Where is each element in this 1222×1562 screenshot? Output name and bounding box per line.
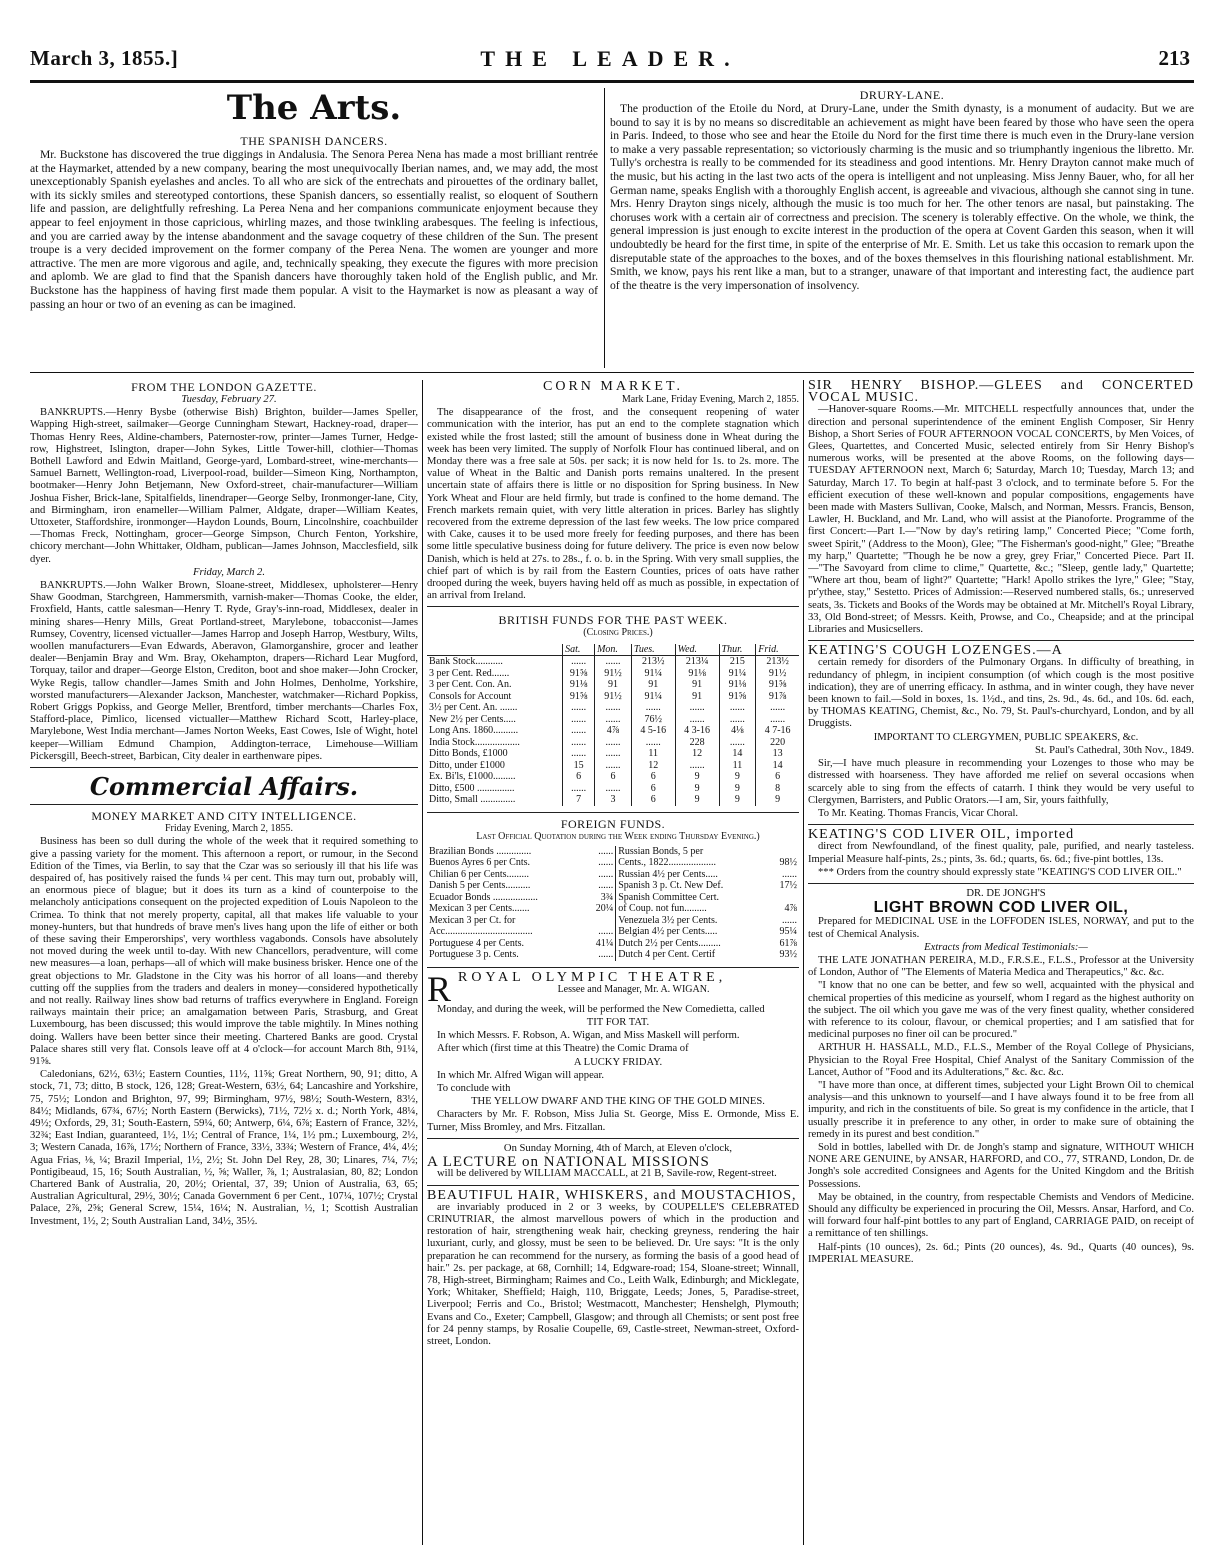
railway-prices: Caledonians, 62½, 63½; Eastern Counties, 11½, 11⅝; Great Northern, 90, 91; ditto, A stock, 71, 73; ditto, B stock, 126, 128; Great-Western, 63½, 64; Lancashire and Yorkshire, 75, 75½; London and Brighton, 97, 99; Birmingham, 97½, 98½; South-Western, 83½, 84½; Midlands, 67¾, 67½; North Eastern (Berwicks), 71½, 72½ x. d.; North York, 48¼, 49½; Oxfords, 29, 31; South-Eastern, 59¼, 60; Antwerp, 6¼, 6⅞; Eastern of France, 32½, 32¾; East Indian, guaranteed, 1½, 1½; Central of France, 1¼, 1½ pm.; Luxembourg, 2½, 3; Western Canada, 16⅞, 17½; Northern of France, 33½, 33¾; Western of France, 4¼, 4½; Agua Frias, ⅛, ¼; Brazil Imperial, 1½, 2½; St. John Del Rey, 28, 30; Linares, 7¼, 7½; Pontigibeaud, 15, 16; South Australian, ½, ⅝; Waller, ⅞, 1; Australasian, 80, 82; London Chartered Bank of Australia, 20, 20½; Oriental, 37, 39; Union of Australia, 63, 65; Australian Agricultural, 29½, 30½; Canada Government 6 per Cent., 107¼, 107½; Crystal Palace, 2⅞, 2⅝; General Screw, 15¼, 16¼; N. Australian, ½, 1; Scottish Australian Investment, 1½, 2; South Australian Land, 34½, 35½. (30, 1069, 418, 1227)
fund-price-cell: 13 (756, 748, 799, 760)
olympic-play-2: A LUCKY FRIDAY. (573, 1056, 663, 1068)
dejongh-ad (808, 888, 1194, 1266)
issue-date: March 3, 1855.] (30, 46, 179, 70)
fund-price-cell: ...... (563, 748, 595, 760)
foreign-fund-name-cell: Belgian 4½ per Cents..... (618, 926, 718, 938)
fund-price-cell: 4 3-16 (675, 725, 719, 737)
fund-name-cell: Ditto, £500 ............... (429, 782, 515, 794)
fund-price-cell: 9 (719, 771, 756, 783)
foreign-fund-price-cell: ...... (585, 880, 616, 892)
column-rule-1 (422, 380, 423, 1545)
olympic-title-text: ROYAL OLYMPIC THEATRE, (458, 969, 727, 985)
fund-price-cell: 220 (756, 737, 799, 749)
dejongh-intro: Prepared for MEDICINAL USE in the LOFFODEN ISLES, NORWAY, and put to the test of Chemical Analysis. (808, 916, 1194, 940)
commercial-heading: Commercial Affairs. (89, 772, 359, 802)
fund-price-cell: 9 (675, 794, 719, 806)
foreign-fund-name-cell: Ecuador Bonds .................. (429, 891, 538, 903)
foreign-fund-price-cell: 20¼ (585, 903, 616, 915)
fund-price-cell: ...... (719, 702, 756, 714)
olympic-divider (427, 1138, 799, 1139)
british-funds-row (427, 679, 799, 691)
fund-price-cell: 213¼ (675, 656, 719, 668)
arts-column-rule (604, 88, 605, 368)
foreign-fund-name-cell: Chilian 6 per Cents......... (429, 868, 529, 880)
fund-price-cell: 4 7-16 (756, 725, 799, 737)
col-header-wed: Wed. (675, 644, 719, 656)
fund-name-cell: 3 per Cent. Con. An. (429, 679, 512, 691)
foreign-fund-price-cell: ...... (585, 869, 616, 881)
foreign-fund-price-cell (769, 846, 799, 858)
foreign-fund-price-cell: 95¼ (779, 926, 797, 938)
fund-name-cell: India Stock.................. (429, 736, 520, 748)
corn-divider (427, 606, 799, 607)
british-funds-row (427, 714, 799, 726)
fund-price-cell: 91½ (595, 668, 632, 680)
foreign-fund-name-cell: Portuguese 4 per Cents. (429, 937, 524, 949)
fund-price-cell: ...... (675, 760, 719, 772)
fund-price-cell: 91 (595, 679, 632, 691)
fund-price-cell: 4⅞ (595, 725, 632, 737)
col-header-tues: Tues. (631, 644, 675, 656)
fund-price-cell: ...... (756, 714, 799, 726)
foreign-fund-price-cell: ...... (585, 846, 616, 858)
page-number: 213 (1158, 46, 1190, 70)
fund-price-cell: 15 (563, 760, 595, 772)
british-funds-header-row (427, 644, 799, 656)
fund-price-cell: ...... (595, 702, 632, 714)
british-funds-row (427, 656, 799, 668)
foreign-fund-name-cell: Danish 5 per Cents.......... (429, 880, 531, 892)
hair-body: are invariably produced in 2 or 3 weeks, by COUPELLE'S CELEBRATED CRINUTRIAR, the almost marvellous powers of which in the production and restoration of hair, strengthening weak hair, checking greyness, rendering the hair luxuriant, curly, and glossy, must be seen to be believed. Dr. Ure says: "It is the only preparation he can recommend for the nursery, as forming the basis of a good head of hair." 2s. per package, at 68, Cornhill; 14, Edgware-road; 154, Sloane-street; Winnall, 78, High-street, Birmingham; Raimes and Co., Leith Walk, Edinburgh; and Micklegate, York; Whitaker, Sheffield; Haigh, 110, Briggate, Leeds; Jones, 5, Paradise-street, Liverpool; Ferris and Co., Bristol; Westmacott, Manchester; Henshelgh, Plymouth; Evans and Co., Exeter; Campbell, Glasgow; and through all Chemists; or sent post free for 24 penny stamps, by Rosalie Coupelle, 69, Castle-street, Newman-street, Oxford-street, London. (427, 1201, 799, 1347)
fund-price-cell: 91⅛ (719, 679, 756, 691)
fund-price-cell: ...... (719, 737, 756, 749)
gazette-column (30, 380, 418, 1545)
fund-price-cell: ...... (595, 714, 632, 726)
fund-name-cell: Ditto, Small .............. (429, 794, 516, 806)
header-rule (30, 80, 1194, 83)
olympic-line-6: Characters by Mr. F. Robson, Miss Julia St. George, Miss E. Ormonde, Miss E. Turner, Miss Bromley, and Mrs. Fitzallan. (427, 1109, 799, 1133)
fund-name-cell: 3 per Cent. Red....... (429, 667, 510, 679)
fund-price-cell: ...... (595, 760, 632, 772)
foreign-funds-row (427, 915, 799, 927)
foreign-fund-name-cell: Russian Bonds, 5 per (618, 845, 704, 857)
fund-price-cell: 91½ (595, 691, 632, 703)
gazette-bankrupts-1: BANKRUPTS.—Henry Bysbe (otherwise Bish) Brighton, builder—James Speller, Wapping High-street, sailmaker—George Cunningham Stewart, Hackney-road, draper—Thomas Henry Rees, Aldine-chambers, Paternoster-row, printer—James Turner, Hedge-row, Highstreet, Islington, draper—John Sykes, Little Tower-hill, clothier—Thomas Bothell Lawford and Edwin Maitland, George-yard, Lombard-street, wine-merchants—Samuel Barnett, Wellington-road, Liverpool-road, builder—Simeon King, Northampton, bootmaker—Henry John Betjemann, New Oxford-street, chair-manufacturer—William Joshua Fisher, Brick-lane, Spitalfields, linendraper—George Selby, Ironmonger-lane, City, and Birmingham, iron enameller—William Palmer, Aldgate, draper—William Keates, Uttoxeter, Staffordshire, ironmonger—Haydon Lounds, Bourn, Lincolnshire, coachbuilder—Thomas Freck, Nottingham, grocer—George Simpson, Church Fenton, Yorkshire, chicory merchant—John Whittaker, Oldham, publican—James Johnson, Macclesfield, silk dyer. (30, 407, 418, 565)
fund-price-cell: ...... (595, 737, 632, 749)
foreign-fund-name-cell: of Coup. not fun......... (618, 903, 707, 915)
fund-name-cell: Consols for Account (429, 690, 512, 702)
fund-price-cell: 11 (631, 748, 675, 760)
fund-price-cell: 91¼ (719, 668, 756, 680)
british-funds-row (427, 771, 799, 783)
dejongh-extracts: Extracts from Medical Testimonials:— (924, 941, 1088, 953)
money-market-body: Business has been so dull during the whole of the week that it required something to give a passing variety for the moment. This afternoon a report, or rumour, in the Second Edition of the Times, via Berlin, to say that the Czar was so seriously ill that his life was despaired of, has positively raised the funds ¼ per cent. This may turn out, probably will, an enormous piece of blague; but it does its turn as a kind of counterpoise to the melancholy anticipations consequent on the projected expedition of Louis Napoleon to the Crimea. To think that not merely property, capital, all that makes life valuable to your money-hunters, but that hundreds of brave men's lives hang upon the life of either or both of these saving their Emperorships', very worthless vagabonds. Consols have absolutely not moved during the week until to-day. With new Chancellors, peradventure, will come new measures—a loan, perhaps—all of which will make business brisker. Hence one of the great objections to Mr. Gladstone in the City was his horror of all loans—and thereby cutting off the supplies from the traders and dealers in money—considered hypothetically and not really. Railway lines show bad returns of traffics everywhere in England. Foreign railways maintain their price; an amalgamation between Paris, Strasburg, and Great Luxembourg, has been discussed; this would improve the table mightily. In Mines nothing doing. Wallers have been better since their meeting. Chartered Banks are good. Crystal Palace shares still very flat. Consols leave off at 4 o'clock—for account March 8th, 91¼, 91⅝. (30, 836, 418, 1067)
british-funds-row (427, 760, 799, 772)
funds-divider (427, 812, 799, 813)
lecture-divider (427, 1185, 799, 1186)
fund-price-cell: ...... (719, 714, 756, 726)
fund-price-cell: ...... (675, 714, 719, 726)
foreign-fund-price-cell: ...... (585, 926, 616, 938)
lecture-line-2: will be delivered by WILLIAM MACCALL, at 21 B, Savile-row, Regent-street. (437, 1168, 777, 1180)
masthead-title: THE LEADER. (480, 46, 740, 71)
foreign-fund-name-cell: Spanish Committee Cert. (618, 891, 720, 903)
fund-price-cell: 91⅝ (719, 691, 756, 703)
fund-price-cell: ...... (563, 656, 595, 668)
foreign-fund-price-cell: 41¼ (585, 938, 616, 950)
foreign-fund-name-cell: Russian 4½ per Cents..... (618, 868, 718, 880)
fund-price-cell: ...... (595, 656, 632, 668)
olympic-line-4: In which Mr. Alfred Wigan will appear. (437, 1069, 605, 1081)
bishop-ad (808, 380, 1194, 636)
fund-price-cell: ...... (563, 737, 595, 749)
fund-price-cell: 9 (719, 783, 756, 795)
middle-column (427, 380, 799, 1545)
fund-price-cell: 91½ (756, 668, 799, 680)
dejongh-quote-1: "I know that no one can be better, and few so well, acquainted with the physical and chemical properties of this medicine as yourself, whom I regard as the highest authority on the subject. The oil which you gave me was of the very finest quality, whether considered with reference to its colour, flavour, or chemical properties; and I am satisfied that for medicinal purposes no finer oil can be procured." (808, 980, 1194, 1041)
hair-title: BEAUTIFUL HAIR, WHISKERS, and MOUSTACHIOS, (427, 1187, 797, 1203)
foreign-fund-name-cell: Mexican 3 per Cents....... (429, 903, 530, 915)
foreign-fund-price-cell: ...... (782, 914, 797, 926)
fund-price-cell: 9 (756, 794, 799, 806)
fund-price-cell: ...... (595, 748, 632, 760)
gazette-date-1: Tuesday, February 27. (181, 394, 277, 405)
olympic-play-3: THE YELLOW DWARF AND THE KING OF THE GOLD MINES. (471, 1096, 765, 1108)
fund-price-cell: 9 (675, 783, 719, 795)
fund-price-cell: 4 5-16 (631, 725, 675, 737)
hair-ad (427, 1187, 799, 1349)
british-funds-row (427, 794, 799, 806)
col-header-frid: Frid. (756, 644, 799, 656)
foreign-funds-table (427, 846, 799, 961)
foreign-fund-price-cell: ...... (585, 857, 616, 869)
british-funds-row (427, 691, 799, 703)
gazette-date-2: Friday, March 2. (193, 566, 265, 578)
foreign-fund-name-cell: Cents., 1822................... (618, 857, 716, 869)
foreign-fund-name-cell: Dutch 2½ per Cents......... (618, 937, 721, 949)
fund-name-cell: Ex. Bi'ls, £1000......... (429, 771, 516, 783)
foreign-divider (427, 967, 799, 968)
col-header-thur: Thur. (719, 644, 756, 656)
arts-drury-column (610, 88, 1194, 368)
fund-price-cell: ...... (631, 702, 675, 714)
fund-price-cell: 12 (631, 760, 675, 772)
codliver-body: direct from Newfoundland, of the finest quality, pale, purified, and nearly tasteless. Imperial Measure half-pints, 2s.; pints, 3s. 6d.; quarts, 6s. 6d.; five-pint bottles, 13s. (808, 841, 1194, 865)
foreign-fund-name-cell: Brazilian Bonds .............. (429, 845, 532, 857)
fund-name-cell: 3½ per Cent. An. ....... (429, 702, 518, 714)
foreign-funds-row (427, 880, 799, 892)
keating-date: St. Paul's Cathedral, 30th Nov., 1849. (1035, 744, 1194, 756)
fund-price-cell: 6 (756, 771, 799, 783)
page-header (30, 44, 1190, 76)
dejongh-pereira: THE LATE JONATHAN PEREIRA, M.D., F.R.S.E., F.L.S., Professor at the University of London, Author of "The Elements of Materia Medica and Therapeutics," &c. &c. (808, 954, 1194, 979)
gazette-divider (30, 767, 418, 768)
gazette-bankrupts-2: BANKRUPTS.—John Walker Brown, Sloane-street, Middlesex, upholsterer—Henry Shaw Goodman, Starchgreen, Hammersmith, varnish-maker—Thomas Cooke, the elder, Froxfield, Hants, cattle salesman—Henry T. Ryde, Gray's-inn-road, Middlesex, dealer in mining shares—Henry Mills, Great Portland-street, Marylebone, tobacconist—James Rumsey, Coventry, licensed victualler—James Harrop and Joseph Harrop, Westbury, Wilts, woollen manufacturers—Evan Edwards, Aberavon, Glamorganshire, grocer and leather dealer—Benjamin Bray and Wm. Bray, Okehampton, drapers—Richard Lear Mugford, Torquay, tailor and draper—George Elston, Crediton, boot and shoe maker—John Crocker, Wyke Regis, tallow chandler—James Smith and John Holmes, Denholme, Yorkshire, worsted manufacturers—Alexander Jackson, Manchester, watchmaker—Richard Popkiss, Robert Griggs Popkiss, and George Meller, Brentford, timber merchants—Charles Fox, Stafford-place, Pimlico, licensed victualler—Matthew Richard Scott, Harley-place, Marylebone, West India merchant—James Norton Weeks, East Cowes, Isle of Wight, hotel keeper—William Edmund Champion, Addington-terrace, Limehouse—William Pickersgill, Beech-street, Barbican, City dealer in earthenware pipes. (30, 580, 418, 762)
col-header-mon: Mon. (595, 644, 632, 656)
section-rule (30, 372, 1194, 373)
foreign-fund-name-cell: Buenos Ayres 6 per Cnts. (429, 857, 531, 869)
lecture-line-1: On Sunday Morning, 4th of March, at Eleven o'clock, (503, 1142, 733, 1154)
foreign-fund-price-cell: 3¾ (585, 892, 616, 904)
keating-title: KEATING'S COUGH LOZENGES.—A (808, 643, 1063, 659)
fund-price-cell: 14 (719, 748, 756, 760)
dejongh-pre: DR. DE JONGH'S (966, 887, 1046, 899)
fund-price-cell: 91⅝ (563, 691, 595, 703)
foreign-funds-row (427, 857, 799, 869)
fund-price-cell: 91¼ (631, 691, 675, 703)
fund-price-cell: 91¼ (631, 668, 675, 680)
olympic-line-1: Monday, and during the week, will be performed the New Comedietta, called (437, 1003, 765, 1015)
fund-price-cell: 6 (631, 771, 675, 783)
olympic-line-5: To conclude with (437, 1083, 511, 1095)
dejongh-quote-2: "I have more than once, at different times, subjected your Light Brown Oil to chemical analysis—and this unknown to yourself—and I have always found it to be free from all impurity, and rich in the constituents of bile. So great is my confidence in the article, that I usually prescribe it in preference to any other, in order to make sure of obtaining the remedy in its purest and best condition." (808, 1079, 1194, 1140)
foreign-fund-name-cell: Mexican 3 per Ct. for (429, 914, 516, 926)
keating-sign: To Mr. Keating. Thomas Francis, Vicar Choral. (818, 807, 1019, 819)
bishop-title: SIR HENRY BISHOP.—GLEES and CONCERTED VOCAL MUSIC. (808, 380, 1194, 406)
fund-price-cell: 215 (719, 656, 756, 668)
fund-price-cell: 76½ (631, 714, 675, 726)
foreign-fund-name-cell: Dutch 4 per Cent. Certif (618, 949, 716, 961)
dejongh-title: LIGHT BROWN COD LIVER OIL, (873, 899, 1129, 917)
fund-price-cell: 91 (675, 679, 719, 691)
foreign-fund-name-cell: Portuguese 3 p. Cents. (429, 949, 519, 961)
keating-ad (808, 645, 1194, 820)
british-funds-subtitle: (Closing Prices.) (583, 627, 653, 639)
dejongh-prices: Half-pints (10 ounces), 2s. 6d.; Pints (20 ounces), 4s. 9d., Quarts (40 ounces), 9s. IMPERIAL MEASURE. (808, 1241, 1194, 1265)
foreign-funds-row (427, 903, 799, 915)
fund-name-cell: Ditto Bonds, £1000 (429, 748, 508, 760)
keating-divider (808, 824, 1194, 825)
lecture-ad (427, 1143, 799, 1181)
british-funds-row (427, 748, 799, 760)
foreign-funds-row (427, 926, 799, 938)
fund-price-cell: 6 (563, 771, 595, 783)
fund-price-cell: 91⅛ (563, 679, 595, 691)
money-market-date: Friday Evening, March 2, 1855. (164, 823, 294, 835)
money-market-title: MONEY MARKET AND CITY INTELLIGENCE. (91, 809, 357, 824)
codliver-note: *** Orders from the country should expressly state "KEATING'S COD LIVER OIL." (818, 866, 1182, 878)
column-rule-2 (803, 380, 804, 1545)
foreign-funds-row (427, 869, 799, 881)
arts-spanish-column (30, 88, 598, 368)
foreign-fund-name-cell: Acc................................... (429, 926, 533, 938)
fund-price-cell: ...... (631, 737, 675, 749)
foreign-fund-price-cell: ...... (585, 949, 616, 961)
fund-price-cell: 213½ (631, 656, 675, 668)
lecture-title: A LECTURE on NATIONAL MISSIONS (427, 1154, 710, 1171)
codliver-divider (808, 883, 1194, 884)
foreign-funds-subtitle: Last Official Quotation during the Week ending Thursday Evening.) (476, 830, 760, 842)
fund-price-cell: ...... (563, 702, 595, 714)
keating-sub: IMPORTANT TO CLERGYMEN, PUBLIC SPEAKERS, &c. (873, 731, 1139, 743)
british-funds-row (427, 737, 799, 749)
olympic-dropcap: R (427, 968, 456, 1009)
keating-letter: Sir,—I have much pleasure in recommending your Lozenges to those who may be distressed with hoarseness. They have afforded me relief on several occasions when scarcely able to sing from the effects of catarrh. I think they would be very useful to Clergymen, Barristers, and Public Orators.—I am, Sir, yours faithfully, (808, 758, 1194, 806)
gazette-title: FROM THE LONDON GAZETTE. (131, 380, 317, 394)
foreign-fund-name-cell: Venezuela 3½ per Cents. (618, 914, 718, 926)
olympic-lessee: Lessee and Manager, Mr. A. WIGAN. (557, 984, 710, 996)
olympic-line-3: After which (first time at this Theatre) the Comic Drama of (437, 1043, 689, 1055)
fund-name-cell: Ditto, under £1000 (429, 759, 505, 771)
fund-price-cell: 14 (756, 760, 799, 772)
fund-price-cell: 91⅝ (563, 668, 595, 680)
fund-name-cell: Bank Stock........... (429, 656, 503, 668)
british-funds-row (427, 783, 799, 795)
keating-body: certain remedy for disorders of the Pulmonary Organs. In difficulty of breathing, in redundancy of phlegm, in incipient consumption (of which cough is the most positive indication), they are of unerring efficacy. In asthma, and in winter cough, they have never been known to fail.—Sold in boxes, 1s. 1½d., and tins, 2s. 9d., 4s. 6d., and 10s. 6d. each, by THOMAS KEATING, Chemist, &c., No. 79, St. Paul's-churchyard, London, and by all Druggists. (808, 657, 1194, 730)
british-funds-row (427, 702, 799, 714)
foreign-funds-row (427, 846, 799, 858)
fund-price-cell: 3 (595, 794, 632, 806)
olympic-ad (427, 968, 799, 1134)
fund-price-cell: ...... (563, 783, 595, 795)
right-column (808, 380, 1194, 1545)
fund-price-cell: 91 (631, 679, 675, 691)
fund-price-cell: 9 (675, 771, 719, 783)
spanish-dancers-title: THE SPANISH DANCERS. (240, 134, 388, 148)
foreign-fund-price-cell: 17½ (779, 880, 797, 892)
fund-price-cell: 213½ (756, 656, 799, 668)
dejongh-hassall: ARTHUR H. HASSALL, M.D., F.L.S., Member of the Royal College of Physicians, Physician to the Royal Free Hospital, Chief Analyst of the Sanitary Commission of the Lancet, Author of "Food and its Adulterations," &c. &c. &c. (808, 1042, 1194, 1078)
fund-price-cell: 91⅝ (756, 679, 799, 691)
foreign-funds-row (427, 938, 799, 950)
british-funds-table (427, 644, 799, 806)
foreign-fund-name-cell: Spanish 3 p. Ct. New Def. (618, 880, 724, 892)
corn-market-date: Mark Lane, Friday Evening, March 2, 1855. (621, 394, 799, 405)
foreign-fund-price-cell (585, 915, 616, 927)
corn-market-title: CORN MARKET. (543, 380, 683, 394)
drury-lane-body: The production of the Etoile du Nord, at Drury-Lane, under the Smith dynasty, is a monument of audacity. But we are bound to say it is by no means so discreditable an achievement as might have been feared by those who have seen the opera in Paris. Indeed, to those who see and hear the Etoile du Nord for the first time there is much even in the Drury-lane version to make a very passable representation; so victoriously charming is the music and so triumphantly ingenious the libretto. Mr. Tully's orchestra is really to be commended for its steadiness and good intentions. Mr. Henry Drayton cannot make much of the music, but his acting in the last two acts of the opera is intelligent and not unpleasing. Miss Jenny Bauer, who, for all her German name, speaks English with a thoroughly English accent, is agreeable and vivacious, although she cannot sing in tune. Mrs. Henry Drayton sings nicely, although the music is too much for her. The other tenors are nasal, but painstaking. The choruses work with a certain air of correctness and precision. The scenery is tolerably effective. On the whole, we think, the general impression is just enough to excite interest in the production of the opera at Covent Garden this season, when it will undoubtedly be heard for the first time, in spite of the enterprise of Mr. E. Smith. Let us take this occasion to remark upon the disreputable state of the approaches to the boxes, and of the boxes themselves in this flourishing national establishment. Mr. Smith, we know, pays his rent like a man, but to a stranger, unaware of that important and interesting fact, the audience part of the theatre is the very impersonation of insolvency. (610, 102, 1194, 292)
bishop-divider (808, 640, 1194, 641)
fund-name-cell: Long Ans. 1860.......... (429, 725, 519, 737)
foreign-funds-row (427, 949, 799, 961)
fund-price-cell: ...... (756, 702, 799, 714)
foreign-funds-row (427, 892, 799, 904)
british-funds-row (427, 725, 799, 737)
fund-price-cell: 9 (719, 794, 756, 806)
fund-price-cell: 91 (675, 691, 719, 703)
codliver-ad (808, 829, 1194, 879)
col-header-sat: Sat. (563, 644, 595, 656)
fund-name-cell: New 2½ per Cents..... (429, 713, 516, 725)
fund-price-cell: 228 (675, 737, 719, 749)
foreign-fund-price-cell: 98½ (779, 857, 797, 869)
fund-price-cell: 91⅞ (756, 691, 799, 703)
corn-market-body: The disappearance of the frost, and the consequent reopening of water communication with the interior, has put an end to the complete stagnation which existed while the frost lasted; still the amount of business done in Wheat during the week has been very limited. The supply of Norfolk Flour has continued liberal, and on Monday there was a free sale at 50s. per sack; it is now held for 1s. to 2s. more. The value of Wheat in the Baltic and Danish ports remains unaltered. In the present uncertain state of affairs there is little or no disposition for Spring business. In New York Wheat and Flour are held firmly, but trade is confined to the home demand. The French markets remain quiet, with very little alteration in prices. Barley has slightly recovered from the extreme depression of the last few weeks. The low price compared with Cake, causes it to be used more freely for feeding purposes, and there has been some little speculative business doing for future delivery. The price is even now below Danish, which is held at 27s. to 28s., f. o. b. in the Spring. With very small supplies, the chief part of which is by rail from the Eastern Counties, prices of oats have rather drooped during the week, buyers having held off as much as possible, in expectation of an arrival from Ireland. (427, 407, 799, 602)
fund-price-cell: 6 (595, 771, 632, 783)
drury-lane-title: DRURY-LANE. (859, 88, 945, 102)
fund-price-cell: ...... (563, 725, 595, 737)
fund-price-cell: ...... (563, 714, 595, 726)
fund-price-cell: 8 (756, 783, 799, 795)
foreign-fund-price-cell: 4⅞ (784, 903, 797, 915)
commercial-divider (30, 804, 418, 805)
foreign-fund-price-cell: ...... (782, 868, 797, 880)
foreign-funds-body (427, 846, 799, 961)
british-funds-title: BRITISH FUNDS FOR THE PAST WEEK. (498, 613, 728, 628)
fund-price-cell: 6 (631, 794, 675, 806)
olympic-line-2: In which Messrs. F. Robson, A. Wigan, and Miss Maskell will perform. (437, 1030, 740, 1042)
foreign-fund-price-cell (769, 892, 799, 904)
fund-price-cell: 12 (675, 748, 719, 760)
spanish-dancers-body: Mr. Buckstone has discovered the true diggings in Andalusia. The Senora Perea Nena has made a most brilliant rentrée at the Haymarket, attended by a new company, bearing the most unequivocally Iberian names, and, we may add, the most unexceptionably Spanish eyelashes and ancles. To all who are sick of the entrechats and pirouettes of the ordinary ballet, with its sickly smiles and stereotyped contortions, these Spanish dancers, so essentially realist, so eloquent of Southern life and passion, are delightfully refreshing. La Perea Nena and her companions communicate enjoyment because they appear to feel enjoyment in those capricious, whirling mazes, and those twinkling arabesques. The feeling is infectious, and you are carried away by the intense abandonment and the savage coquetry of these children of the Sun. The present troupe is a very decided improvement on the former company of the Perea Nena. The women are younger and more attractive. The men are more vigorous and agile, and, technically speaking, they execute the figures with more precision and aplomb. We are glad to find that the Spanish dancers have thoroughly taken hold of the English public, and Mr. Buckstone has the happiness of having first made them popular. A visit to the Haymarket is now as pleasant a way of passing an hour or two of an evening as can be imagined. (30, 148, 598, 311)
arts-heading: The Arts. (226, 88, 402, 128)
fund-price-cell: 91⅛ (675, 668, 719, 680)
british-funds-row (427, 668, 799, 680)
olympic-play-1: TIT FOR TAT. (586, 1017, 650, 1029)
bishop-body: —Hanover-square Rooms.—Mr. MITCHELL respectfully announces that, under the direction and personal superintendence of the eminent English Composer, Sir Henry Bishop, a Short Series of FOUR AFTERNOON VOCAL CONCERTS, by Men Voices, of Glees, Quartettes, and Concerted Music, selected entirely from Sir Henry Bishop's numerous works, will be presented at the above Rooms, on the following days—TUESDAY AFTERNOON next, March 6; Saturday, March 10; Tuesday, March 13; and Saturday, March 17. To begin at half-past 3 o'clock, and to terminate before 5. For the efficient execution of these well-known and popular compositions, engagements have been made with Masters Sullivan, Cooke, Malsch, and Norman, Messrs. Francis, Benson, Lawler, H. Buckland, and Mr. Land, who will assist at the Pianoforte. Programme of the first Concert:—Part I.—"Now by day's retiring lamp," Concerted Piece; "Come forth, sweet Spirit," (Address to the Moon), Glee; "The Fisherman's good-night," Glee; "Breathe my harp," Quartette; "Though he be now a grey, grey Friar," Concerted Piece. Part II.—"The Savoyard from clime to clime," Quartette, &c.; "Sleep, gentle lady," Quartette; "Where art thou, beam of light?" Quartette; "Hark! Apollo strikes the lyre," Glee; "Stay, pr'ythee, stay," Sestetto. Prices of Admission:—Reserved numbered stalls, 6s.; unreserved seats, 3s. Tickets and Books of the Words may be obtained at Mr. Mitchell's Royal Library, 33, Old Bond-street; of Messrs. Keith, Prowse, and Co., Cheapside; and at the principal Libraries and Musicsellers. (808, 404, 1194, 636)
foreign-fund-price-cell: 61⅞ (779, 937, 797, 949)
fund-price-cell: 4⅛ (719, 725, 756, 737)
fund-price-cell: ...... (595, 783, 632, 795)
foreign-funds-title: FOREIGN FUNDS. (560, 816, 666, 831)
british-funds-body (427, 656, 799, 806)
fund-price-cell: 6 (631, 783, 675, 795)
fund-price-cell: 11 (719, 760, 756, 772)
dejongh-may: May be obtained, in the country, from respectable Chemists and Vendors of Medicine. Should any difficulty be experienced in procuring the Oil, Messrs. Ansar, Harford, and Co. will forward four half-pint bottles to any part of England, CARRIAGE PAID, on receipt of a remittance of ten shillings. (808, 1191, 1194, 1240)
foreign-fund-price-cell: 93½ (779, 949, 797, 961)
codliver-title: KEATING'S COD LIVER OIL, imported (808, 827, 1075, 843)
fund-price-cell: ...... (675, 702, 719, 714)
dejongh-sold: Sold in bottles, labelled with Dr. de Jongh's stamp and signature, WITHOUT WHICH NONE ARE GENUINE, by ANSAR, HARFORD, and CO., 77, STRAND, London, Dr. de Jongh's sole accredited Consignees and Agents for the United Kingdom and the British Possessions. (808, 1141, 1194, 1190)
fund-price-cell: 7 (563, 794, 595, 806)
col-header-name (427, 644, 563, 656)
